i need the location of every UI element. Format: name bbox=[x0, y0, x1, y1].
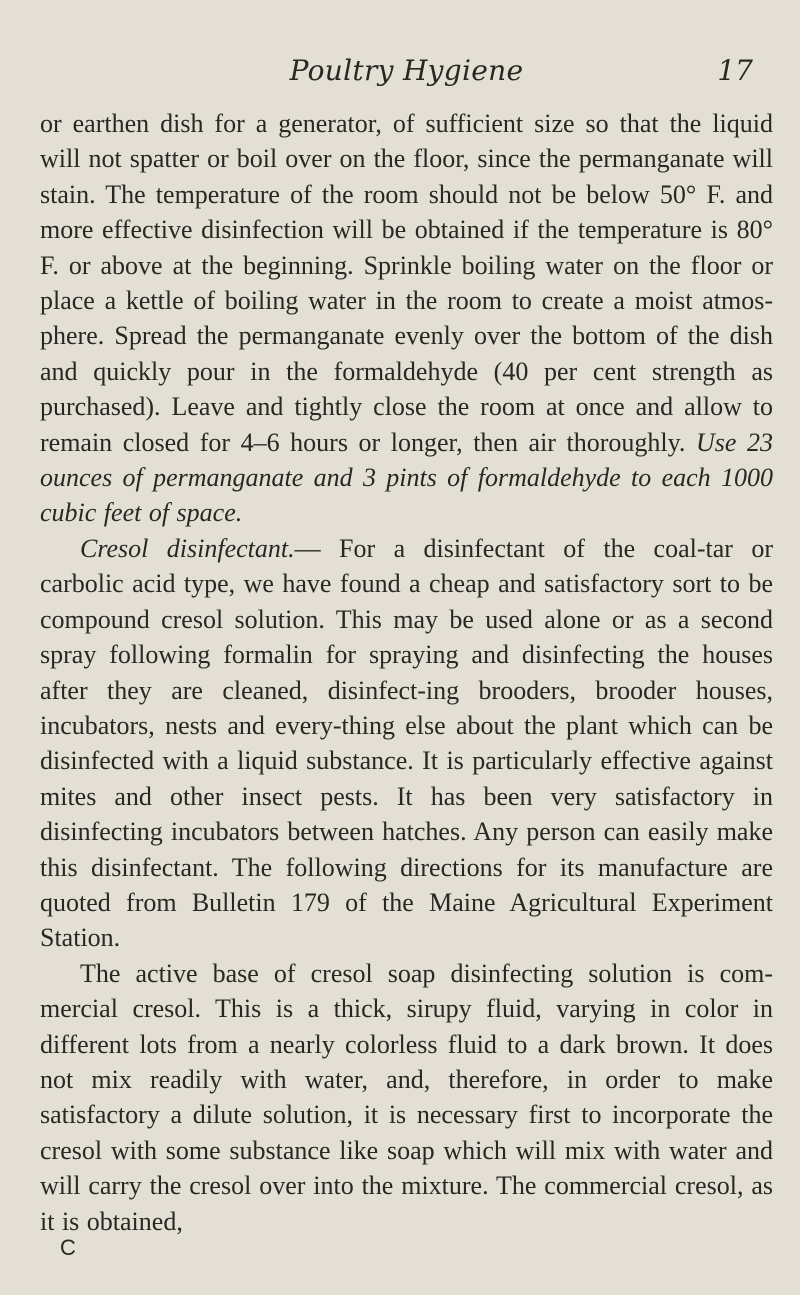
paragraph-cresol-disinfectant bbox=[40, 531, 773, 956]
running-title: Poultry Hygiene bbox=[289, 54, 524, 87]
body-text bbox=[40, 106, 773, 1239]
paragraph-text: — For a disinfectant of the coal-tar or carbolic acid type, we have found a cheap and satisfactory sort to be compound cresol solution. This may be used alone or as a second spray following formalin for spraying and disinfecting the houses after they are cleaned, disinfect-ing brooders, brooder houses, incubators, nests and every-thing else about the plant which can be disinfected with a liquid substance. It is particularly effective against mites and other insect pests. It has been very satisfactory in disinfecting incubators between hatches. Any person can easily make this disinfectant. The following directions for its manufacture are quoted from Bulletin 179 of the Maine Agricultural Experiment Station. bbox=[40, 533, 773, 953]
dosage-instruction: Use 23 ounces of permanganate and 3 pints of formaldehyde to each 1000 cubic feet of space. bbox=[40, 427, 773, 528]
paragraph-text: or earthen dish for a generator, of sufficient size so that the liquid will not spatter or boil over on the floor, since the permanganate will stain. The temperature of the room should not be below 50° F. and more effective disinfection will be obtained if the temperature is 80° F. or above at the beginning. Sprinkle boiling water on the floor or place a kettle of boiling water in the room to create a moist atmos-phere. Spread the permanganate evenly over the bottom of the dish and quickly pour in the formaldehyde (40 per cent strength as purchased). Leave and tightly close the room at once and allow to remain closed for 4–6 hours or longer, then air thoroughly. bbox=[40, 109, 773, 457]
running-head bbox=[40, 54, 773, 94]
paragraph-cresol-base bbox=[40, 956, 773, 1239]
page-number: 17 bbox=[717, 54, 753, 87]
paragraph-formaldehyde-method bbox=[40, 106, 773, 531]
signature-mark: C bbox=[60, 1235, 76, 1260]
section-subhead: Cresol disinfectant. bbox=[80, 533, 295, 563]
paragraph-text: The active base of cresol soap disinfecting solution is com-mercial cresol. This is a thick, sirupy fluid, varying in color in different lots from a nearly colorless fluid to a dark brown. It does not mix readily with water, and, therefore, in order to make satisfactory a dilute solution, it is necessary first to incorporate the cresol with some substance like soap which will mix with water and will carry the cresol over into the mixture. The commercial cresol, as it is obtained, bbox=[40, 958, 773, 1236]
